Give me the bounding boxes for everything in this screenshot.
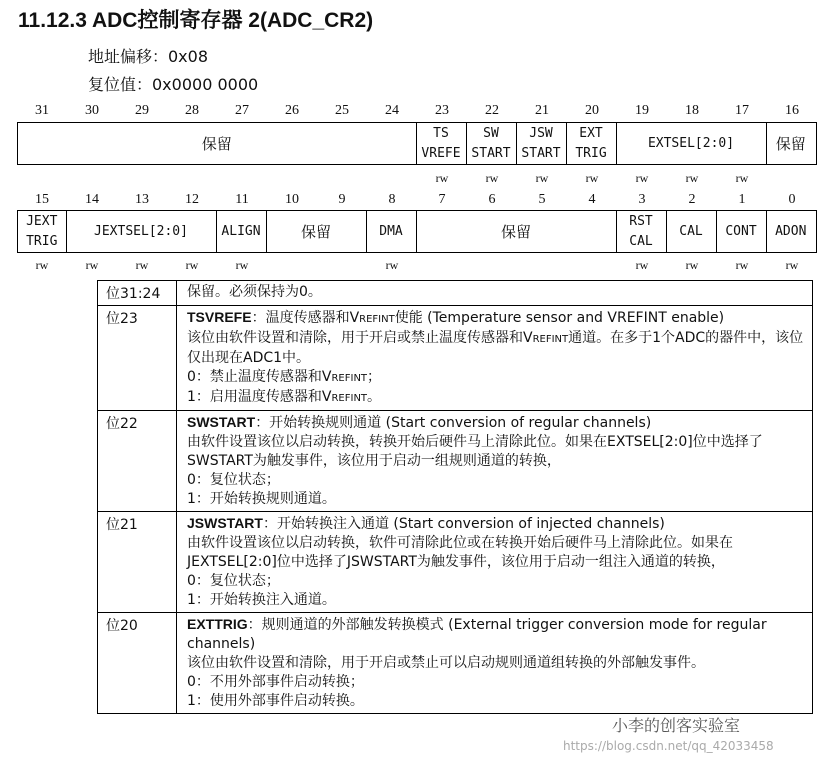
description-text: 保留。必须保持为0。 [187,284,322,300]
description-text: 0：禁止温度传感器和V [187,369,332,385]
field-name: JSWSTART [187,515,263,531]
reset-value: 复位值：0x0000 0000 [88,75,259,94]
subscript-text: REFINT [359,314,395,325]
description-line [187,534,808,572]
description-line [187,572,808,591]
register-field: CONT [717,211,767,252]
watermark-url: https://blog.csdn.net/qq_42033458 [563,739,774,753]
description-text: 使能 (Temperature sensor and VREFINT enable) [394,310,725,326]
bit-number: 29 [135,103,149,118]
register-field: ALIGN [217,211,267,252]
description-text: 0：不用外部事件启动转换； [187,674,364,690]
access-type: rw [535,171,549,185]
description-text: 1：开始转换规则通道。 [187,491,336,507]
bit-range: 位20 [98,613,177,713]
bit-number: 14 [85,192,99,207]
watermark-text: 小李的创客实验室 [612,716,741,735]
register-field: DMA [367,211,417,252]
bit-number: 9 [338,192,346,207]
register-field: ADON [775,223,807,239]
bit-number: 0 [788,192,796,207]
description-text: ； [367,369,382,385]
subscript-text: REFINT [532,334,569,345]
bit-number: 3 [638,192,646,207]
bit-number: 20 [585,103,599,118]
bit-number: 13 [135,192,149,207]
bit-number: 7 [438,192,446,207]
access-type: rw [635,171,649,185]
subscript-text: REFINT [331,393,368,404]
description-text: 1：启用温度传感器和V [187,389,332,405]
bit-number: 23 [435,103,449,118]
bit-number: 31 [35,103,49,118]
access-type: rw [385,258,399,272]
access-type: rw [735,171,749,185]
access-type: rw [585,171,599,185]
register-upper-half [17,122,817,165]
bit-range: 位23 [98,306,177,410]
register-field: JEXT TRIG [18,211,67,252]
register-field: EXTSEL[2:0] [617,123,767,164]
access-type: rw [85,258,99,272]
bit-number: 5 [538,192,546,207]
description-text: 0：复位状态； [187,573,280,589]
bit-description-table [97,280,813,714]
access-type: rw [435,171,449,185]
bit-number: 21 [535,103,549,118]
description-row [98,411,812,512]
description-line [187,388,808,408]
bit-number: 4 [588,192,596,207]
description-line [187,308,808,329]
description-line [187,514,808,534]
bit-number: 27 [235,103,249,118]
bit-number: 17 [735,103,749,118]
description-text: 该位由软件设置和清除，用于开启或禁止温度传感器和V [187,330,533,346]
description-line [187,413,808,433]
access-type: rw [685,171,699,185]
description-text: ：开始转换规则通道 (Start conversion of regular channels) [255,415,652,431]
section-title: 11.12.3 ADC控制寄存器 2(ADC_CR2) [18,9,374,32]
bit-number: 28 [185,103,199,118]
register-field: SW START [467,123,517,164]
access-type: rw [685,258,699,272]
bit-description [177,306,812,410]
register-field: JEXTSEL[2:0] [67,211,217,252]
bit-description [177,281,812,305]
access-type: rw [785,258,799,272]
bit-number: 25 [335,103,349,118]
field-name: EXTTRIG [187,616,248,632]
description-line [187,283,808,302]
bit-number: 1 [738,192,746,207]
subscript-text: REFINT [331,373,368,384]
field-name: SWSTART [187,414,256,430]
description-line [187,692,808,711]
bit-number: 12 [185,192,199,207]
description-row [98,306,812,411]
description-text: 由软件设置该位以启动转换，软件可清除此位或在转换开始后硬件马上清除此位。如果在JEXTSEL[2:0]位中选择了JSWSTART为触发事件，该位用于启动一组注入通道的转换， [187,535,733,570]
bit-range: 位22 [98,411,177,511]
description-line [187,490,808,509]
access-type: rw [135,258,149,272]
register-field: 保留 [18,123,417,164]
bit-number: 8 [388,192,396,207]
description-text: ：开始转换注入通道 (Start conversion of injected channels) [262,516,665,532]
register-field: 保留 [775,134,806,153]
description-text: 通道。在多于1个ADC的器件中，该位仅出现在ADC1中。 [187,330,804,366]
description-text: 1：使用外部事件启动转换。 [187,693,364,709]
access-type: rw [35,258,49,272]
description-text: 0：复位状态； [187,472,280,488]
access-type: rw [485,171,499,185]
access-type: rw [235,258,249,272]
bit-number: 11 [235,192,249,207]
description-text: 1：开始转换注入通道。 [187,592,336,608]
register-field: 保留 [267,211,367,252]
description-line [187,433,808,471]
description-line [187,591,808,610]
bit-number: 6 [488,192,496,207]
description-row [98,613,812,714]
description-line [187,615,808,654]
bit-number: 10 [285,192,299,207]
register-field: CAL [667,211,717,252]
bit-number: 26 [285,103,299,118]
bit-description [177,613,812,713]
bit-number: 22 [485,103,499,118]
bit-number: 16 [785,103,799,118]
bit-range: 位31:24 [98,281,177,305]
bit-description [177,411,812,511]
register-field: RST CAL [617,211,667,252]
bit-number: 2 [688,192,696,207]
description-line [187,673,808,692]
description-text: ：温度传感器和V [251,310,360,326]
bit-number: 15 [35,192,49,207]
register-field: JSW START [517,123,567,164]
register-lower-half [17,210,817,253]
address-offset: 地址偏移：0x08 [88,47,209,66]
description-line [187,368,808,388]
bit-number: 30 [85,103,99,118]
description-row [98,512,812,613]
description-text: 。 [367,389,382,405]
register-field: EXT TRIG [567,123,617,164]
description-line [187,654,808,673]
description-text: 由软件设置该位以启动转换，转换开始后硬件马上清除此位。如果在EXTSEL[2:0]位中选择了SWSTART为触发事件，该位用于启动一组规则通道的转换， [187,434,763,469]
access-type: rw [735,258,749,272]
bit-description [177,512,812,612]
description-line [187,329,808,368]
bit-range: 位21 [98,512,177,612]
register-field: 保留 [417,211,617,252]
bit-number: 24 [385,103,399,118]
description-text: ：规则通道的外部触发转换模式 (External trigger conversion mode for regular channels) [187,617,767,652]
access-type: rw [185,258,199,272]
bit-number: 18 [685,103,699,118]
description-row [98,281,812,306]
field-name: TSVREFE [187,309,252,325]
bit-number: 19 [635,103,649,118]
description-line [187,471,808,490]
access-type: rw [635,258,649,272]
register-field: TS VREFE [417,123,467,164]
description-text: 该位由软件设置和清除，用于开启或禁止可以启动规则通道组转换的外部触发事件。 [187,655,705,671]
